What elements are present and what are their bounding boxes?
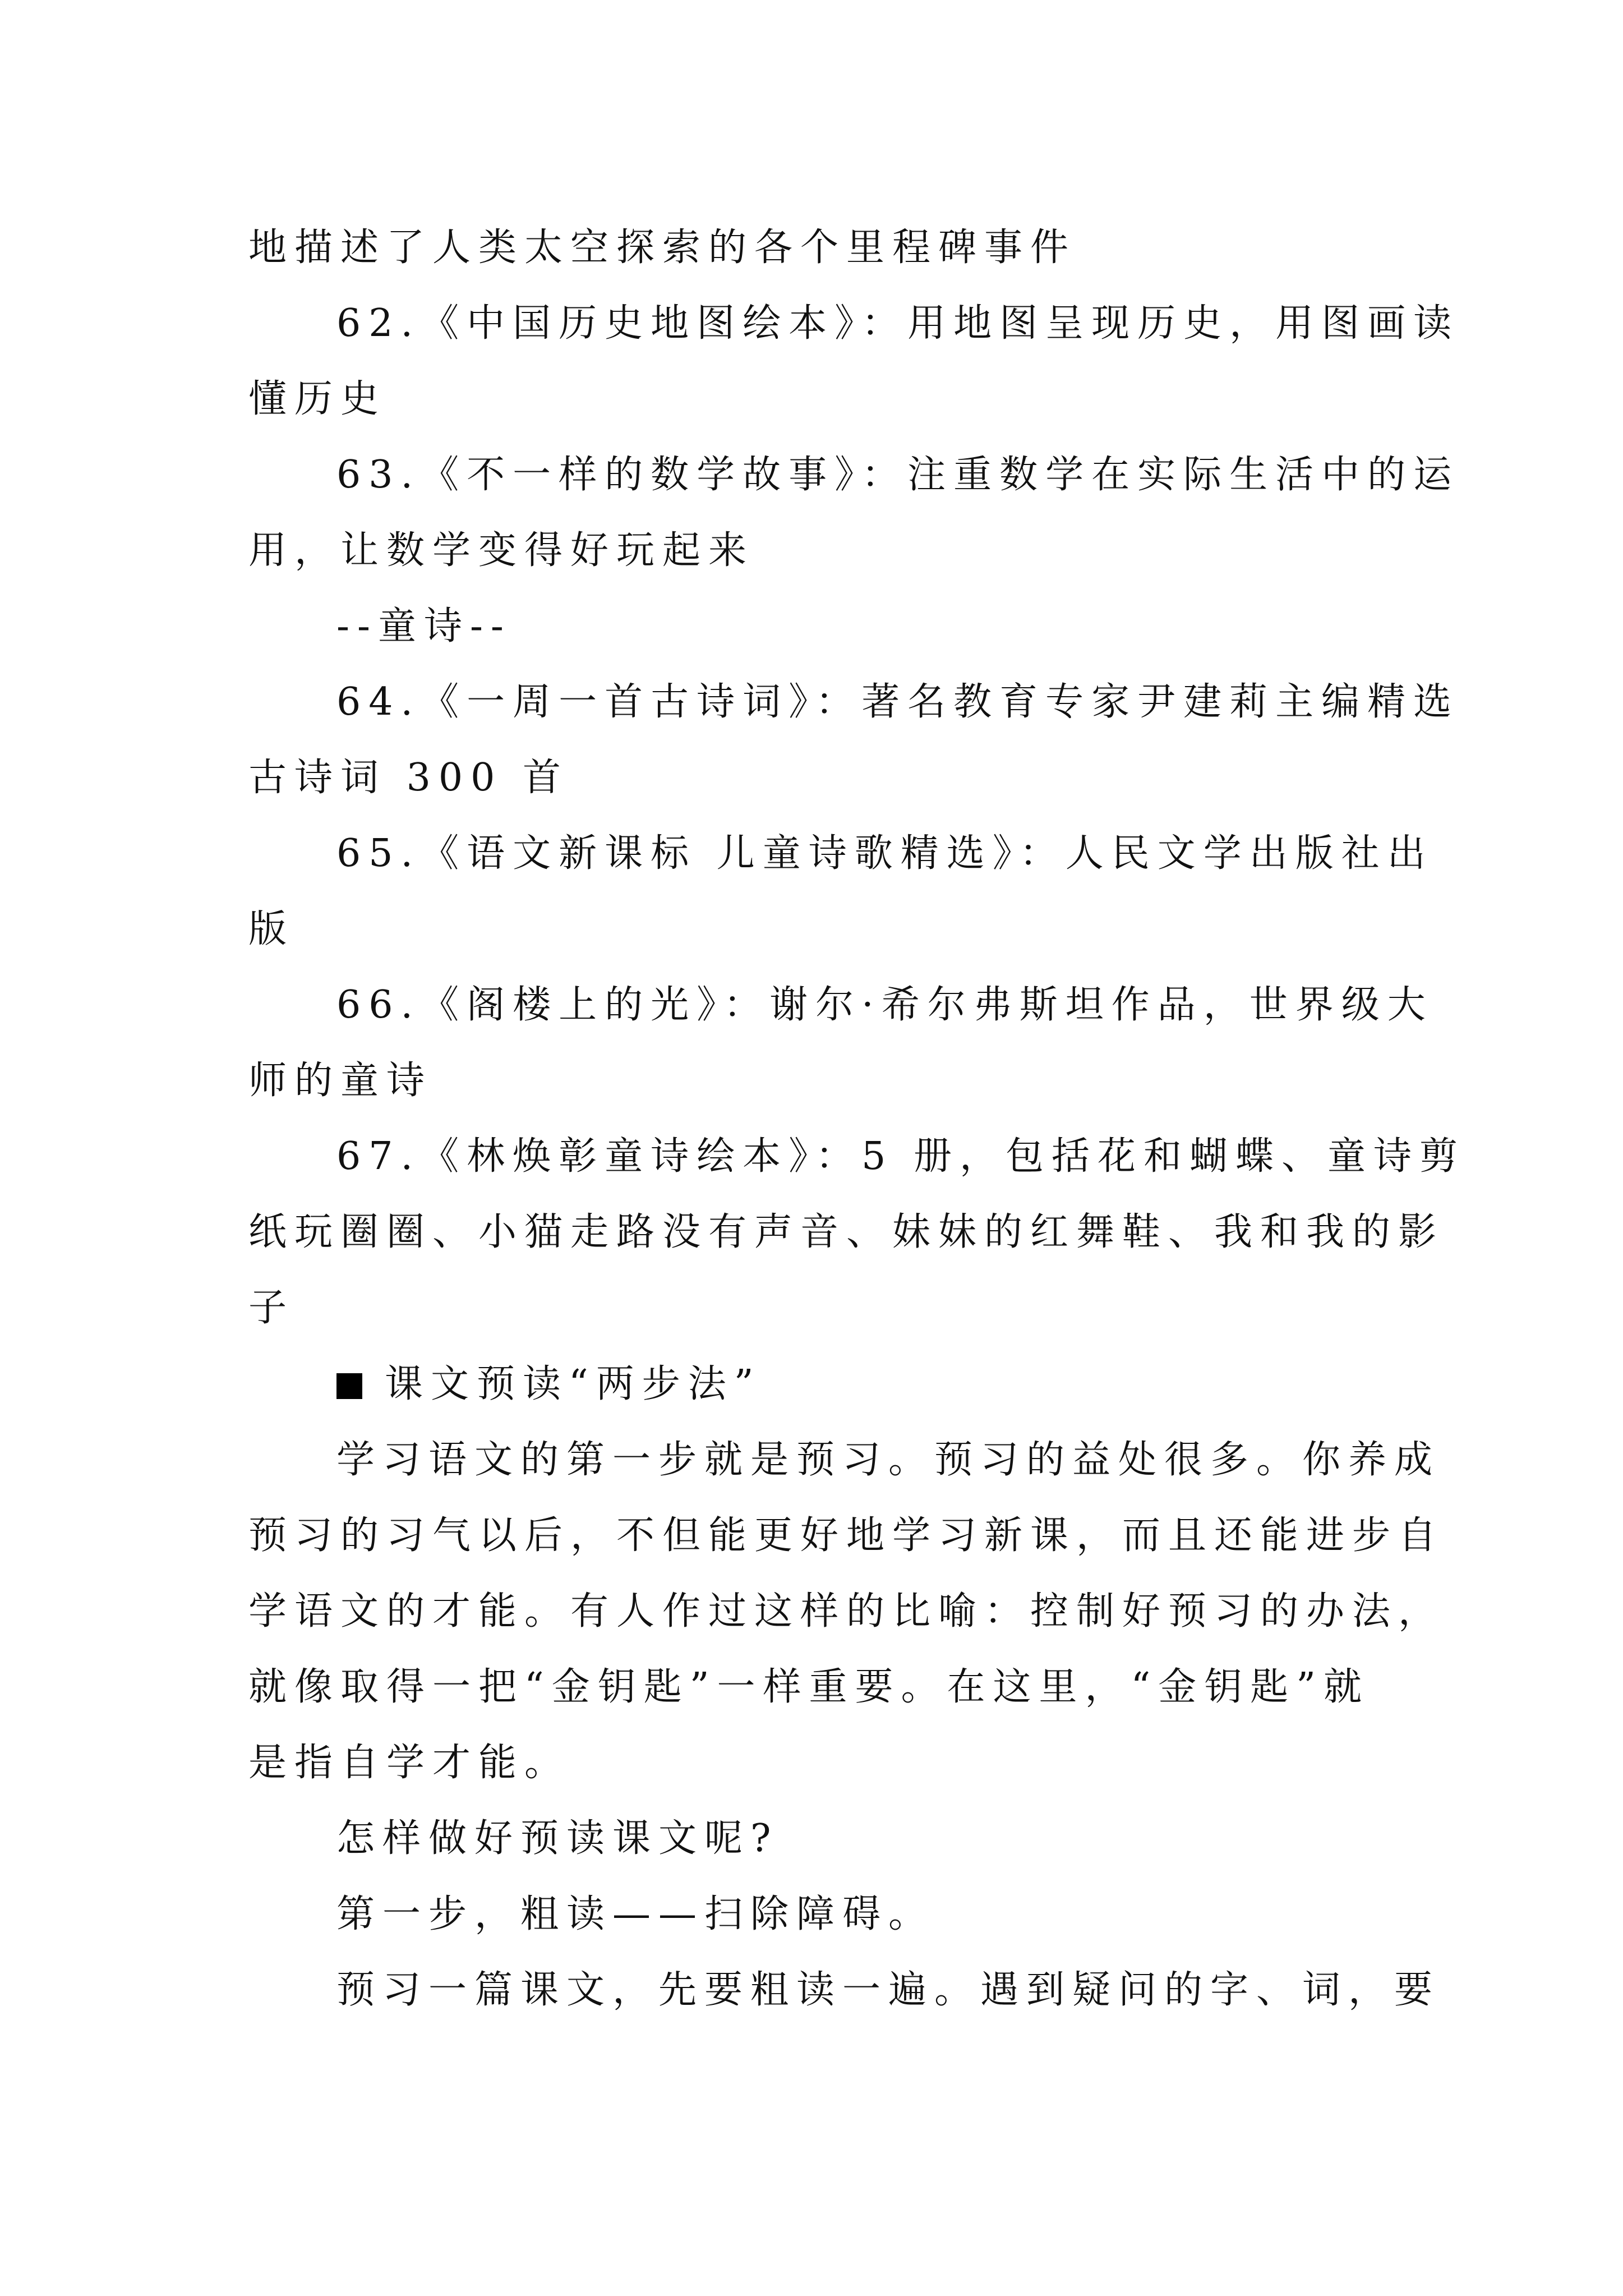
- section-heading-text: 课文预读“两步法”: [385, 1362, 762, 1406]
- text-line-1: 地描述了人类太空探索的各个里程碑事件: [248, 226, 1077, 270]
- text-line-24: 预习一篇课文，先要粗读一遍。遇到疑问的字、词，要: [336, 1968, 1441, 2012]
- text-line-22: 怎样做好预读课文呢?: [336, 1816, 779, 1861]
- text-line-20: 就像取得一把“金钥匙”一样重要。在这里，“金钥匙”就: [248, 1665, 1370, 1709]
- text-line-7: 64.《一周一首古诗词》：著名教育专家尹建莉主编精选: [336, 680, 1460, 724]
- square-bullet-icon: [336, 1373, 362, 1399]
- text-line-13: 67.《林焕彰童诗绘本》：5 册，包括花和蝴蝶、童诗剪: [336, 1134, 1466, 1179]
- text-line-21: 是指自学才能。: [248, 1741, 571, 1785]
- section-heading-two-step-method: [336, 1362, 1481, 1406]
- text-line-19: 学语文的才能。有人作过这样的比喻：控制好预习的办法，: [248, 1589, 1445, 1634]
- text-line-8: 古诗词 300 首: [248, 756, 569, 800]
- text-line-4: 63.《不一样的数学故事》：注重数学在实际生活中的运: [336, 453, 1460, 497]
- text-line-11: 66.《阁楼上的光》：谢尔·希尔弗斯坦作品，世界级大: [336, 983, 1433, 1027]
- text-line-14: 纸玩圈圈、小猫走路没有声音、妹妹的红舞鞋、我和我的影: [248, 1210, 1445, 1254]
- text-line-18: 预习的习气以后，不但能更好地学习新课，而且还能进步自: [248, 1513, 1445, 1558]
- text-line-5: 用，让数学变得好玩起来: [248, 528, 755, 573]
- text-line-15: 子: [248, 1286, 295, 1330]
- text-line-9: 65.《语文新课标 儿童诗歌精选》：人民文学出版社出: [336, 831, 1433, 876]
- text-line-10: 版: [248, 907, 295, 951]
- text-line-17: 学习语文的第一步就是预习。预习的益处很多。你养成: [336, 1438, 1441, 1482]
- text-line-2: 62.《中国历史地图绘本》：用地图呈现历史，用图画读: [336, 301, 1460, 346]
- text-line-12: 师的童诗: [248, 1059, 433, 1103]
- text-line-3: 懂历史: [248, 377, 387, 421]
- section-heading-children-poetry: --童诗--: [336, 604, 511, 648]
- text-line-23: 第一步，粗读——扫除障碍。: [336, 1892, 935, 1936]
